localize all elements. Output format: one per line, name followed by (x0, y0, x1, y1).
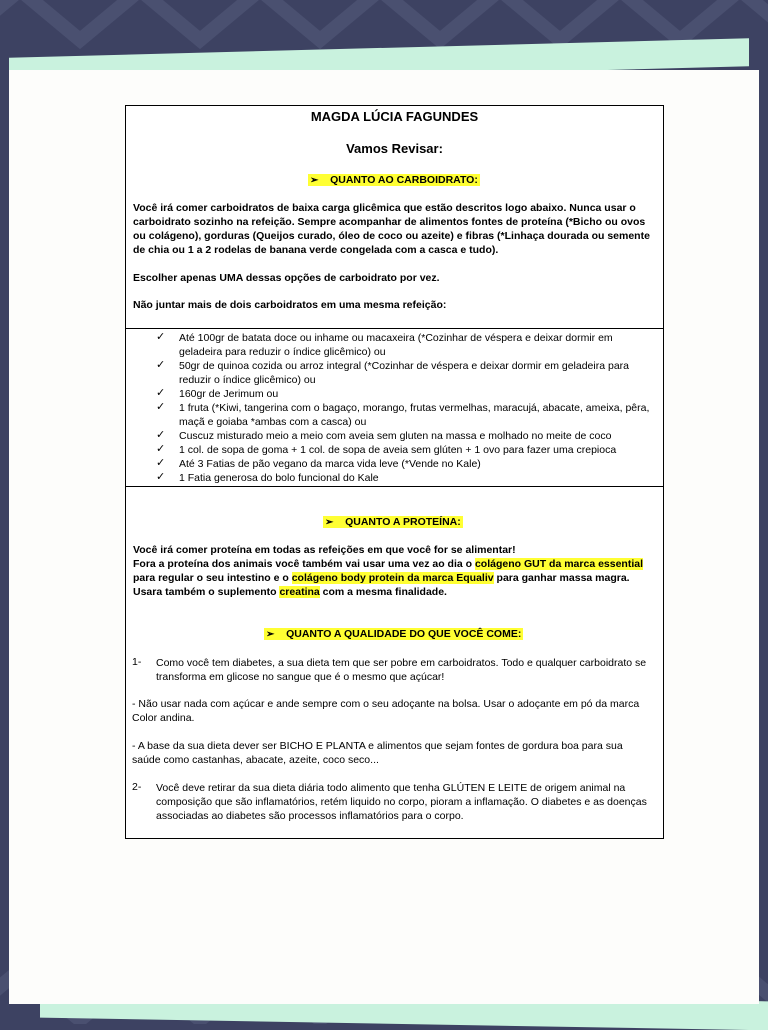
creatina-highlight: creatina (279, 586, 320, 598)
protein-line (133, 586, 447, 598)
check-icon: ✓ (156, 401, 166, 413)
carb-option: 50gr de quinoa cozida ou arroz integral (*Cozinhar de véspera e deixar dormir em geladeira para (179, 360, 630, 372)
protein-quality-box (125, 486, 664, 839)
carb-option-cont: geladeira para reduzir o índice glicêmico) ou (179, 346, 386, 358)
carb-heading (308, 174, 480, 186)
protein-line-text: para ganhar massa magra. (493, 572, 630, 584)
protein-line-text: Usara também o suplemento (133, 586, 280, 598)
quality-heading-text: QUANTO A QUALIDADE DO QUE VOCÊ COME: (286, 628, 522, 640)
collagen-body-highlight: colágeno body protein da marca Equaliv (291, 572, 494, 584)
protein-heading-text: QUANTO A PROTEÍNA: (345, 516, 461, 528)
carb-intro-box (125, 105, 664, 329)
quality-paragraph-line: saúde como castanhas, abacate, azeite, coco seco... (132, 754, 379, 766)
quality-paragraph-line: Color andina. (132, 712, 195, 724)
page-subtitle: Vamos Revisar: (346, 141, 443, 156)
item-number: 1- (132, 656, 142, 668)
arrow-bullet-icon: ➢ (310, 175, 319, 186)
carb-heading-text: QUANTO AO CARBOIDRATO: (330, 174, 478, 186)
carb-options-box (125, 328, 664, 487)
protein-line (133, 558, 643, 570)
quality-paragraph-line: Como você tem diabetes, a sua dieta tem que ser pobre em carboidratos. Todo e qualquer carboidrato se (156, 657, 647, 669)
carb-paragraph-line: Você irá comer carboidratos de baixa carga glicêmica que estão descritos logo abaixo. Nunca usar o (133, 202, 636, 214)
quality-paragraph-line: Você deve retirar da sua dieta diária todo alimento que tenha GLÚTEN E LEITE de origem animal na (156, 782, 626, 794)
check-icon: ✓ (156, 471, 166, 483)
check-icon: ✓ (156, 359, 166, 371)
carb-choose-one: Escolher apenas UMA dessas opções de carboidrato por vez. (133, 272, 440, 284)
quality-paragraph-line: composição que são inflamatórios, retém liquido no corpo, pioram a inflamação. O diabetes e as doenças (156, 796, 647, 808)
quality-paragraph-line: - Não usar nada com açúcar e ande sempre com o seu adoçante na bolsa. Usar o adoçante em pó da marca (132, 698, 640, 710)
check-icon: ✓ (156, 429, 166, 441)
check-icon: ✓ (156, 331, 166, 343)
carb-option: Até 3 Fatias de pão vegano da marca vida leve (*Vende no Kale) (179, 458, 481, 470)
arrow-bullet-icon: ➢ (325, 517, 334, 528)
carb-paragraph-line: ou colágeno), gorduras (Queijos curado, óleo de coco ou azeite) e fibras (*Linhaça dourada ou semente (133, 230, 650, 242)
carb-option: Cuscuz misturado meio a meio com aveia sem gluten na massa e molhado no meite de coco (179, 430, 612, 442)
quality-heading (264, 628, 523, 640)
check-icon: ✓ (156, 387, 166, 399)
quality-paragraph-line: - A base da sua dieta dever ser BICHO E PLANTA e alimentos que sejam fontes de gordura boa para sua (132, 740, 623, 752)
patient-name: MAGDA LÚCIA FAGUNDES (310, 109, 479, 124)
item-number: 2- (132, 781, 142, 793)
protein-line: Você irá comer proteína em todas as refeições em que você for se alimentar! (133, 544, 516, 556)
carb-option-cont: reduzir o índice glicêmico) ou (179, 374, 316, 386)
carb-option: Até 100gr de batata doce ou inhame ou macaxeira (*Cozinhar de véspera e deixar dormir em (179, 332, 613, 344)
quality-paragraph-line: associadas ao diabetes são processos inflamatórios para o corpo. (156, 810, 464, 822)
check-icon: ✓ (156, 443, 166, 455)
protein-line-text: Fora a proteína dos animais você também vai usar uma vez ao dia o (133, 558, 475, 570)
protein-line-text: com a mesma finalidade. (319, 586, 447, 598)
carb-option: 1 Fatia generosa do bolo funcional do Kale (179, 472, 379, 484)
protein-line-text: para regular o seu intestino e o (133, 572, 292, 584)
carb-option: 1 col. de sopa de goma + 1 col. de sopa de aveia sem glúten + 1 ovo para fazer uma crepioca (179, 444, 617, 456)
carb-paragraph-line: de chia ou 1 a 2 rodelas de banana verde congelada com a casca e tudo). (133, 244, 499, 256)
carb-option: 160gr de Jerimum ou (179, 388, 279, 400)
protein-heading (323, 516, 463, 528)
check-icon: ✓ (156, 457, 166, 469)
protein-line (133, 572, 630, 584)
carb-option-cont: maçã e goiaba *ambas com a casca) ou (179, 416, 367, 428)
collagen-gut-highlight: colágeno GUT da marca essential (474, 558, 644, 570)
carb-paragraph-line: carboidrato sozinho na refeição. Sempre acompanhar de alimentos fontes de proteína (*Bicho ou ovos (133, 216, 646, 228)
arrow-bullet-icon: ➢ (266, 629, 275, 640)
quality-paragraph-line: transforma em glicose no sangue que é o mesmo que açúcar! (156, 671, 445, 683)
carb-no-combine: Não juntar mais de dois carboidratos em uma mesma refeição: (133, 299, 447, 311)
carb-option: 1 fruta (*Kiwi, tangerina com o bagaço, morango, frutas vermelhas, maracujá, abacate, ameixa, pêra, (179, 402, 650, 414)
